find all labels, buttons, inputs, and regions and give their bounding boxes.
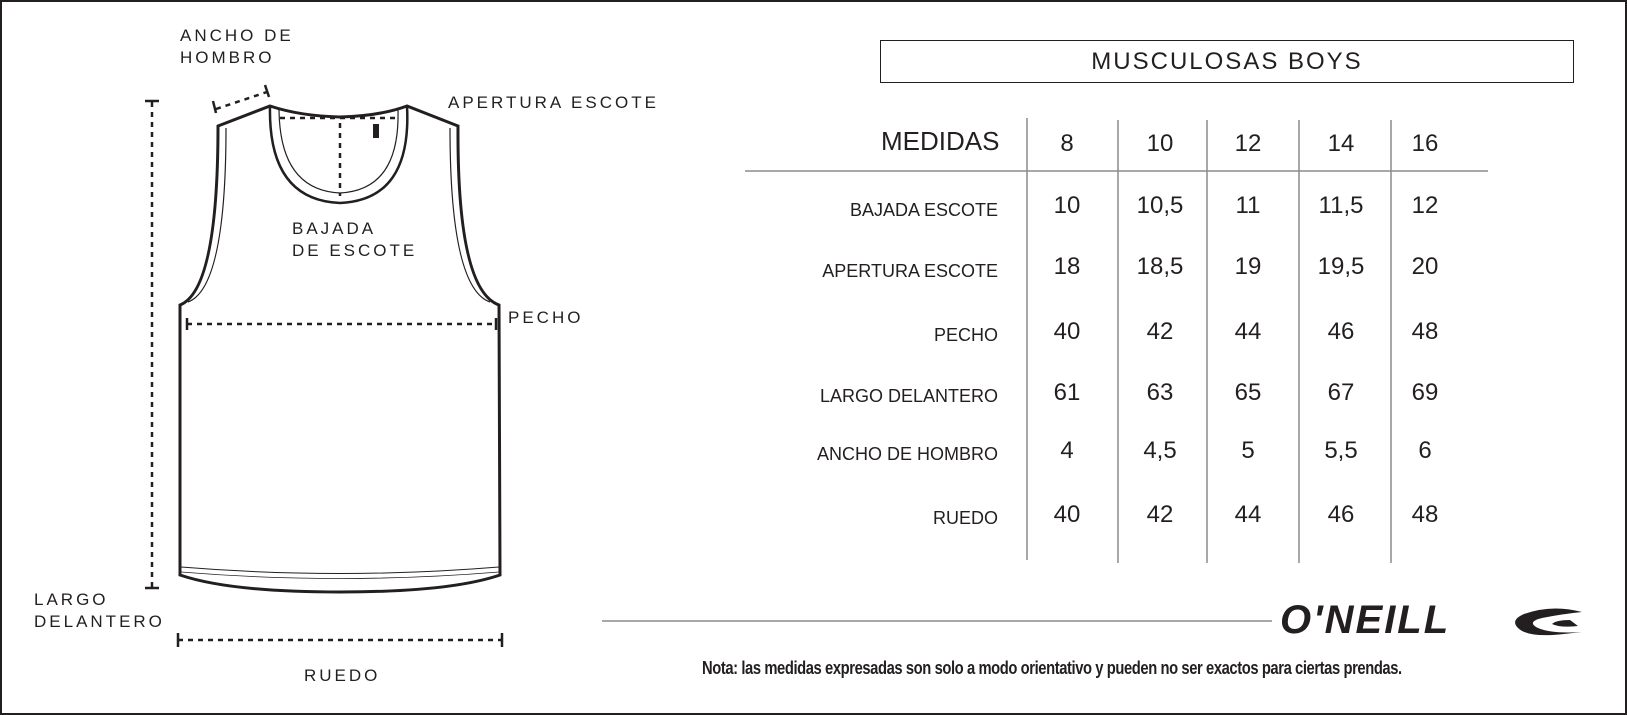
table-cell: 46 [1327, 318, 1355, 345]
table-cell: 4 [1060, 437, 1074, 464]
table-cell: 18,5 [1136, 253, 1184, 280]
table-cell: 11 [1235, 192, 1261, 219]
label-neck-drop-line2: DE ESCOTE [292, 241, 418, 260]
table-cell: 69 [1411, 379, 1439, 406]
table-cell: 20 [1411, 253, 1439, 280]
table-cell: 4,5 [1143, 437, 1177, 464]
size-column-head: 12 [1234, 130, 1262, 157]
table-row-label: PECHO [933, 325, 998, 345]
label-front-length-line2: DELANTERO [34, 612, 165, 631]
oneill-wave-icon [1512, 606, 1584, 638]
table-cell: 12 [1411, 192, 1439, 219]
label-hem: RUEDO [304, 666, 381, 685]
table-row-label: ANCHO DE HOMBRO [816, 444, 998, 464]
table-row-label: RUEDO [932, 508, 998, 528]
table-cell: 11,5 [1318, 192, 1364, 219]
table-cell: 48 [1411, 501, 1439, 528]
label-shoulder-line2: HOMBRO [180, 48, 275, 67]
table-cell: 44 [1234, 318, 1262, 345]
table-row-label: LARGO DELANTERO [819, 386, 998, 406]
table-row-label: BAJADA ESCOTE [849, 200, 998, 220]
table-cell: 5 [1241, 437, 1255, 464]
table-cell: 10 [1053, 192, 1081, 219]
table-cell: 42 [1146, 501, 1174, 528]
table-cell: 40 [1053, 501, 1081, 528]
table-header-label: MEDIDAS [881, 126, 1000, 156]
table-cell: 10,5 [1136, 192, 1184, 219]
label-neck-drop-line1: BAJADA [292, 219, 377, 238]
table-cell: 5,5 [1324, 437, 1358, 464]
disclaimer-note: Nota: las medidas expresadas son solo a modo orientativo y pueden no ser exactos para ciertas prendas. [702, 658, 1402, 678]
table-cell: 19,5 [1317, 253, 1365, 280]
label-shoulder-line1: ANCHO DE [180, 26, 294, 45]
label-front-length-line1: LARGO [34, 590, 109, 609]
label-neck-opening: APERTURA ESCOTE [448, 93, 659, 112]
table-cell: 67 [1327, 379, 1355, 406]
table-cell: 63 [1146, 379, 1174, 406]
table-row-label: APERTURA ESCOTE [822, 261, 998, 281]
table-cell: 42 [1146, 318, 1174, 345]
table-cell: 65 [1234, 379, 1262, 406]
table-cell: 48 [1411, 318, 1439, 345]
size-column-head: 14 [1327, 130, 1355, 157]
table-cell: 18 [1053, 253, 1081, 280]
table-cell: 19 [1234, 253, 1262, 280]
brand-wordmark: O'NEILL [1280, 598, 1451, 642]
table-cell: 40 [1053, 318, 1081, 345]
size-column-head: 8 [1060, 130, 1074, 157]
size-column-head: 10 [1146, 130, 1174, 157]
size-column-head: 16 [1411, 130, 1439, 157]
table-cell: 61 [1053, 379, 1081, 406]
table-cell: 44 [1234, 501, 1262, 528]
label-chest: PECHO [508, 308, 584, 327]
table-cell: 6 [1418, 437, 1432, 464]
chart-title: MUSCULOSAS BOYS [880, 40, 1574, 83]
table-cell: 46 [1327, 501, 1355, 528]
